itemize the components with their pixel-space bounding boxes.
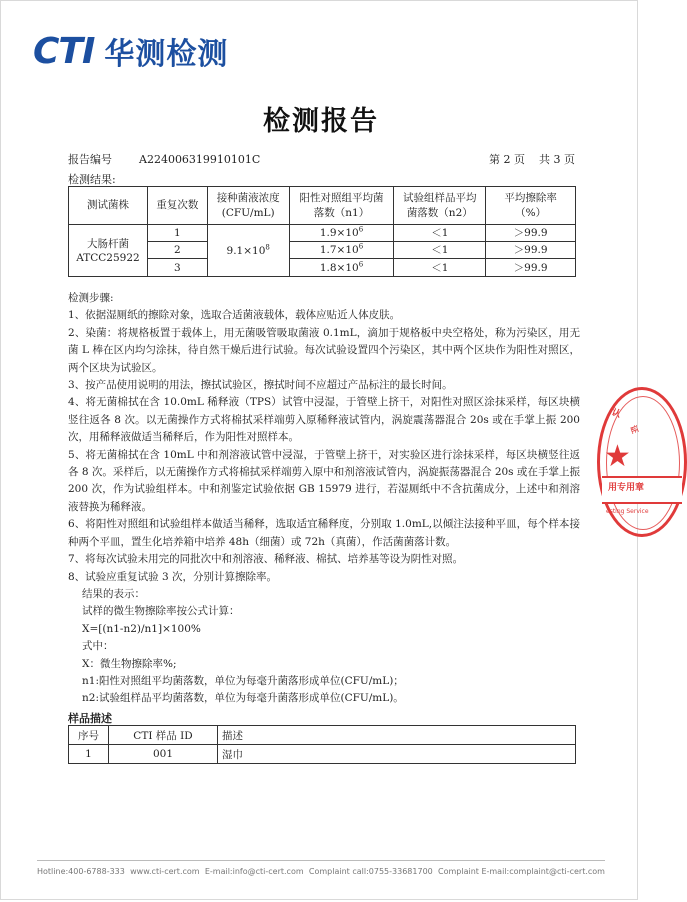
- cell-n1: $1.8\times 10^6$: [289, 259, 394, 277]
- step-item: 3、按产品使用说明的用法，擦拭试验区，擦拭时间不应超过产品标注的最长时间。: [68, 379, 453, 392]
- sample-description-label: 样品描述: [68, 712, 112, 725]
- star-icon: ★: [604, 439, 631, 474]
- report-number: [68, 151, 260, 167]
- header-concentration: 接种菌液浓度 (CFU/mL): [207, 187, 289, 225]
- footer-complaint-call: Complaint call:0755-33681700: [308, 867, 433, 876]
- formula-line: X=[(n1-n2)/n1]×100%: [82, 622, 201, 635]
- formula-line: n2:试验组样品平均菌落数，单位为每毫升菌落形成单位(CFU/mL)。: [82, 692, 404, 705]
- step-item: 8、试验应重复试验 3 次，分别计算擦除率。: [68, 570, 278, 583]
- header-strain: 测试菌株: [69, 187, 148, 225]
- cell-rate: ＞99.9: [486, 225, 576, 242]
- report-number-label: 报告编号: [68, 153, 112, 166]
- formula-line: 试样的微生物擦除率按公式计算：: [82, 605, 240, 618]
- step-item: 1、依据湿厕纸的擦除对象，选取合适菌液载体，载体应贴近人体皮肤。: [68, 309, 401, 322]
- header-repeat: 重复次数: [147, 187, 207, 225]
- formula-line: n1:阳性对照组平均菌落数，单位为每毫升菌落形成单位(CFU/mL)；: [82, 674, 404, 687]
- cell-n2: ＜1: [394, 225, 486, 242]
- footer-hotline: Hotline:400-6788-333: [37, 867, 125, 876]
- results-table: [68, 186, 576, 277]
- step-item: 4、将无菌棉拭在含 10.0mL 稀释液（TPS）试管中浸湿，于管壁上挤干，对阳性对照区涂抹采样，每区块横竖往返各 8 次。以无菌操作方式将棉拭采样端剪入原稀释液试管内，涡旋震荡器混合 20s 或在手掌上振 200 次，用稀释液做适当稀释后，作为阳性对照样本。: [68, 396, 580, 444]
- test-steps: [68, 290, 580, 708]
- stamp-text-top: 认: [610, 407, 622, 421]
- sample-table: [68, 725, 576, 764]
- header-id: CTI 样品 ID: [109, 726, 218, 745]
- results-label: 检测结果:: [68, 173, 116, 186]
- step-item: 7、将每次试验未用完的同批次中和剂溶液、稀释液、棉拭、培养基等设为阴性对照。: [68, 553, 464, 566]
- formula-line: X：微生物擦除率%;: [82, 657, 177, 670]
- cell-strain: 大肠杆菌 ATCC25922: [69, 225, 148, 277]
- page-indicator: [489, 151, 575, 167]
- stamp-text-bottom: esting Service: [606, 508, 649, 515]
- footer: [37, 867, 605, 876]
- page-current: 第 2 页: [489, 153, 525, 166]
- logo-name-cn: 华测检测: [104, 37, 229, 72]
- cell-repeat: 2: [147, 242, 207, 259]
- footer-complaint-email[interactable]: Complaint E-mail:complaint@cti-cert.com: [438, 867, 605, 876]
- header-no: 序号: [69, 726, 109, 745]
- cell-repeat: 3: [147, 259, 207, 277]
- report-number-value: A224006319910101C: [139, 153, 261, 166]
- header-n1: 阳性对照组平均菌 落数（n1）: [289, 187, 394, 225]
- cell-repeat: 1: [147, 225, 207, 242]
- cell-n1: $1.7\times 10^6$: [289, 242, 394, 259]
- cell-concentration: $9.1\times 10^8$: [207, 225, 289, 277]
- stamp-text-side: 证: [628, 424, 640, 435]
- cell-n1: $1.9\times 10^6$: [289, 225, 394, 242]
- cell-n2: ＜1: [394, 242, 486, 259]
- footer-divider: [37, 860, 605, 861]
- results-header-row: [69, 187, 576, 225]
- table-row: [69, 745, 576, 764]
- footer-website[interactable]: www.cti-cert.com: [130, 867, 200, 876]
- cell-id: 001: [109, 745, 218, 764]
- cell-desc: 湿巾: [218, 745, 576, 764]
- header-n2: 试验组样品平均 菌落数（n2）: [394, 187, 486, 225]
- step-item: 6、将阳性对照组和试验组样本做适当稀释，选取适宜稀释度，分别取 1.0mL,以倾注法接种平皿，每个样本接种两个平皿，置生化培养箱中培养 48h（细菌）或 72h（真菌），作活菌菌落计数。: [68, 518, 580, 548]
- cell-rate: ＞99.9: [486, 259, 576, 277]
- sample-header-row: [69, 726, 576, 745]
- step-item: 2、染菌：将规格板置于载体上，用无菌吸管吸取菌液 0.1mL，滴加于规格板中央空格处，称为污染区，用无菌 L 棒在区内均匀涂抹，待自然干燥后进行试验。每次试验设置四个污染区，其中两个区块作为阳性对照区，两个区块为试验区。: [68, 326, 580, 374]
- page-total: 共 3 页: [539, 153, 575, 166]
- cell-rate: ＞99.9: [486, 242, 576, 259]
- logo-brand: CTI: [33, 30, 95, 72]
- cell-n2: ＜1: [394, 259, 486, 277]
- company-logo: [33, 29, 228, 73]
- header-rate: 平均擦除率 （%）: [486, 187, 576, 225]
- formula-line: 式中：: [82, 640, 114, 653]
- steps-label: 检测步骤:: [68, 292, 114, 304]
- report-title: 检测报告: [263, 106, 379, 137]
- cell-no: 1: [69, 745, 109, 764]
- formula-line: 结果的表示：: [82, 587, 145, 600]
- footer-email[interactable]: E-mail:info@cti-cert.com: [204, 867, 304, 876]
- step-item: 5、将无菌棉拭在含 10mL 中和剂溶液试管中浸湿，于管壁上挤干，对实验区进行涂抹采样，每区块横竖往返各 8 次。采样后，以无菌操作方式将棉拭采样端剪入原中和剂溶液试管内，涡旋振荡器混合 20s 或在手掌上振 200 次，作为试验组样本。中和剂鉴定试验依据 GB 15979 进行，若湿厕纸中不含抗菌成分，上述中和剂溶液替换为稀释液。: [68, 448, 580, 513]
- header-desc: 描述: [218, 726, 576, 745]
- stamp-text-band: 用专用章: [608, 483, 645, 493]
- official-stamp: [597, 387, 687, 537]
- table-row: [69, 225, 576, 242]
